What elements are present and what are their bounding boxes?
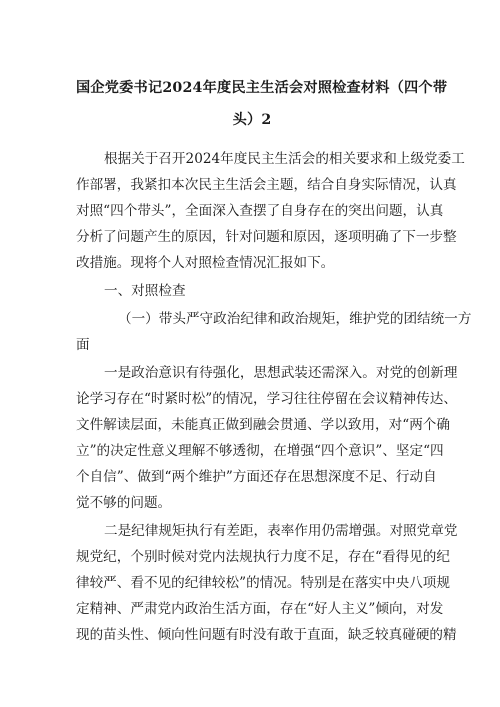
paragraph-line: 作部署，我紧扣本次民主生活会主题，结合自身实际情况，认真 — [76, 177, 457, 193]
paragraph-line: 对照“四个带头”，全面深入查摆了自身存在的突出问题，认真 — [76, 203, 444, 219]
section-heading: 一、对照检查 — [104, 283, 186, 299]
paragraph-line: 一是政治意识有待强化，思想武装还需深入。对党的创新理 — [104, 365, 458, 381]
document-title-line-2: 头）2 — [232, 112, 272, 128]
subsection-heading-line: （一）带头严守政治纪律和政治规矩，维护党的团结统一方 — [118, 311, 472, 327]
paragraph-line: 律较严、看不见的纪律较松”的情况。特别是在落实中央八项规 — [76, 575, 450, 591]
paragraph-line: 文件解读层面，未能真正做到融会贯通、学以致用，对“两个确 — [76, 417, 450, 433]
document-title-line-1: 国企党委书记2024年度民主生活会对照检查材料（四个带 — [76, 80, 448, 96]
paragraph-line: 觉不够的问题。 — [76, 495, 172, 511]
paragraph-line: 二是纪律规矩执行有差距，表率作用仍需增强。对照党章党 — [104, 523, 458, 539]
subsection-heading-line: 面 — [76, 337, 90, 353]
paragraph-line: 个自信”、做到“两个维护”方面还存在思想深度不足、行动自 — [76, 469, 437, 485]
paragraph-line: 论学习存在“时紧时松”的情况，学习往往停留在会议精神传达、 — [76, 391, 457, 407]
paragraph-line: 定精神、严肃党内政治生活方面，存在“好人主义”倾向，对发 — [76, 601, 444, 617]
paragraph-line: 现的苗头性、倾向性问题有时没有敢于直面，缺乏较真碰硬的精 — [76, 627, 457, 643]
paragraph-line: 分析了问题产生的原因，针对问题和原因，逐项明确了下一步整 — [76, 229, 457, 245]
paragraph-line: 立”的决定性意义理解不够透彻，在增强“四个意识”、坚定“四 — [76, 443, 444, 459]
paragraph-line: 规党纪，个别时候对党内法规执行力度不足，存在“看得见的纪 — [76, 549, 450, 565]
paragraph-line: 根据关于召开2024年度民主生活会的相关要求和上级党委工 — [104, 151, 465, 167]
paragraph-line: 改措施。现将个人对照检查情况汇报如下。 — [76, 255, 335, 271]
